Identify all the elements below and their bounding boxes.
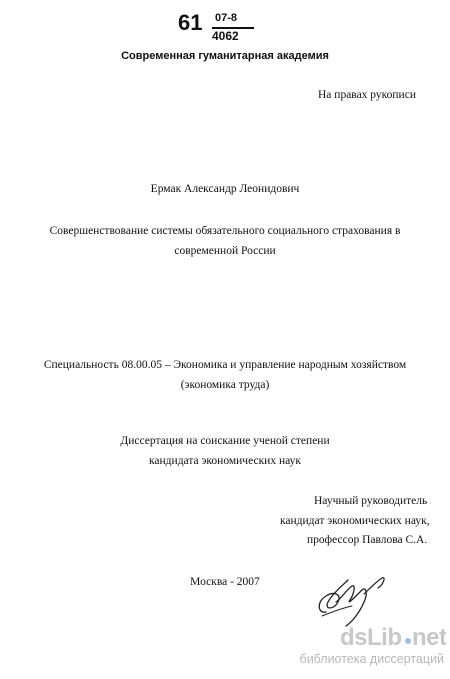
dissertation-title-line-1: Совершенствование системы обязательного социального страхования в <box>49 225 401 237</box>
academy-name: Современная гуманитарная академия <box>121 50 329 62</box>
specialty-line-1: Специальность 08.00.05 – Экономика и управление народным хозяйством <box>43 359 407 371</box>
supervisor-name: профессор Павлова С.А. <box>307 534 428 546</box>
degree-line-2: кандидата экономических наук <box>149 455 301 467</box>
author-name: Ермак Александр Леонидович <box>150 183 300 195</box>
catalog-fraction-top: 07-8 <box>215 12 238 24</box>
watermark-logo <box>338 621 446 651</box>
city-year: Москва - 2007 <box>190 576 260 588</box>
watermark <box>262 621 448 679</box>
svg-text:net: net <box>412 624 446 651</box>
manuscript-rights: На правах рукописи <box>318 89 416 101</box>
catalog-number-main: 61 <box>178 10 203 35</box>
svg-text:dsLib: dsLib <box>340 624 402 651</box>
catalog-number <box>178 10 268 50</box>
dissertation-title-line-2: современной России <box>174 245 276 257</box>
supervisor-degree: кандидат экономических наук, <box>280 515 430 527</box>
watermark-caption: библиотека диссертаций <box>299 652 444 666</box>
catalog-fraction-bottom: 4062 <box>212 29 239 43</box>
supervisor-heading: Научный руководитель <box>314 495 428 507</box>
degree-line-1: Диссертация на соискание ученой степени <box>120 435 330 447</box>
specialty-line-2: (экономика труда) <box>180 379 270 391</box>
handwritten-signature <box>312 572 392 628</box>
